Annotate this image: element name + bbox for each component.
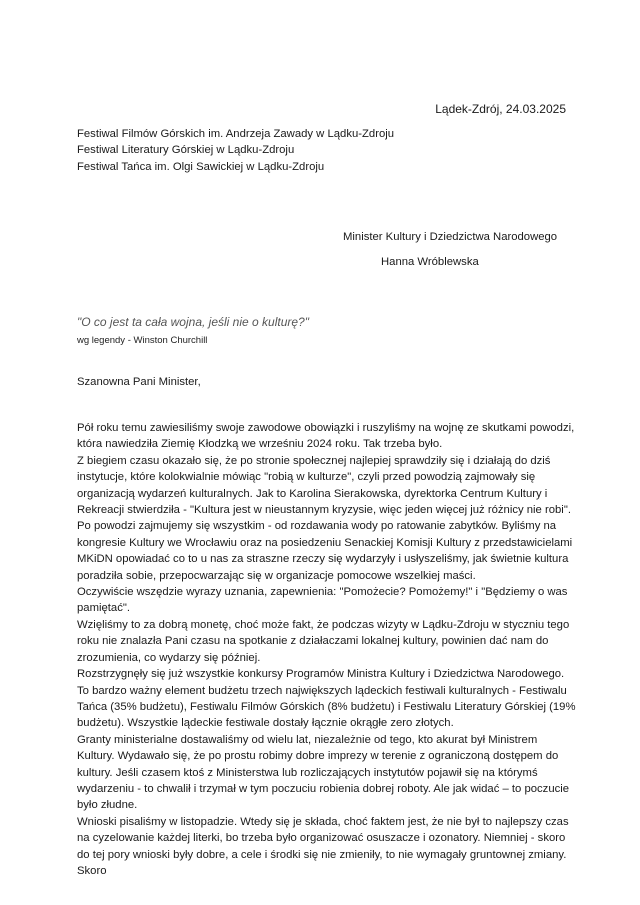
sender-line: Festiwal Filmów Górskich im. Andrzeja Zawady w Lądku-Zdroju: [77, 128, 395, 140]
epigraph-quote: "O co jest ta cała wojna, jeśli nie o kulturę?": [77, 315, 309, 329]
recipient-name: Hanna Wróblewska: [381, 256, 479, 269]
recipient-title: Minister Kultury i Dziedzictwa Narodowego: [343, 231, 558, 243]
place-date: Lądek-Zdrój, 24.03.2025: [435, 102, 566, 116]
sender-line: Festiwal Tańca im. Olgi Sawickiej w Lądku-Zdroju: [77, 160, 325, 173]
body-paragraph: Oczywiście wszędzie wyrazy uznania, zapewnienia: "Pomożecie? Pomożemy!" i "Będziemy o was pamiętać".: [77, 586, 568, 615]
sender-line: Festiwal Literatury Górskiej w Lądku-Zdroju: [77, 144, 295, 157]
sender-block: [77, 126, 394, 175]
letter-body: [77, 420, 577, 879]
body-paragraph: Wzięliśmy to za dobrą monetę, choć może fakt, że podczas wizyty w Lądku-Zdroju w styczniu tego roku nie znalazła Pani czasu na spotkanie z działaczami lokalnej kultury, powinien dać nam do zrozumienia, co wydarzy się później.: [77, 618, 570, 664]
epigraph-attribution: wg legendy - Winston Churchill: [77, 335, 208, 346]
body-paragraph: Wnioski pisaliśmy w listopadzie. Wtedy się je składa, choć faktem jest, że nie był to najlepszy czas na cyzelowanie każdej literki, bo trzeba było organizować osuszacze i ozonatory. Niemniej - skoro do tej pory wnioski były dobre, a cele i środki się nie zmieniły, to nie wymagały gruntownej zmiany. Skoro: [77, 815, 569, 877]
body-paragraph: Pół roku temu zawiesiliśmy swoje zawodowe obowiązki i ruszyliśmy na wojnę ze skutkami powodzi, która nawiedziła Ziemię Kłodzką we wrześniu 2024 roku. Tak trzeba było.: [77, 422, 575, 451]
body-paragraph: Rozstrzygnęły się już wszystkie konkursy Programów Ministra Kultury i Dziedzictwa Narodowego. To bardzo ważny element budżetu trzech największych lądeckich festiwali kulturalnych - Festiwalu Tańca (35% budżetu), Festiwalu Filmów Górskich (8% budżetu) i Festiwalu Literatury Górskiej (19% budżetu). Wszystkie lądeckie festiwale dostały łącznie okrągłe zero złotych.: [77, 668, 576, 730]
recipient-block: [343, 229, 557, 271]
body-paragraph: Z biegiem czasu okazało się, że po stronie społecznej najlepiej sprawdziły się i działają do dziś instytucje, które kolokwialnie mówiąc "robią w kulturze", czyli przed powodzią zajmowały się organizacją wydarzeń kulturalnych. Jak to Karolina Sierakowska, dyrektorka Centrum Kultury i Rekreacji stwierdziła - "Kultura jest w nieustannym kryzysie, więc jeden więcej już różnicy nie robi". Po powodzi zajmujemy się wszystkim - od rozdawania wody po ratowanie zabytków. Byliśmy na kongresie Kultury we Wrocławiu oraz na posiedzeniu Senackiej Komisji Kultury z przedstawicielami MKiDN opowiadać co to u nas za straszne rzeczy się wydarzyły i usłyszeliśmy, jak świetnie kultura poradziła sobie, przepocwarzając się w organizacje pomocowe wszelkiej maści.: [77, 454, 573, 582]
body-paragraph: Granty ministerialne dostawaliśmy od wielu lat, niezależnie od tego, kto akurat był Ministrem Kultury. Wydawało się, że po prostu robimy dobre imprezy w terenie z ograniczoną dostępem do kultury. Jeśli czasem ktoś z Ministerstwa lub rozliczających instytutów pojawił się na którymś wydarzeniu - to chwalił i trzymał w tym poczuciu robienia dobrej roboty. Ale jak widać – to poczucie było złudne.: [77, 733, 570, 812]
greeting: Szanowna Pani Minister,: [77, 376, 201, 388]
